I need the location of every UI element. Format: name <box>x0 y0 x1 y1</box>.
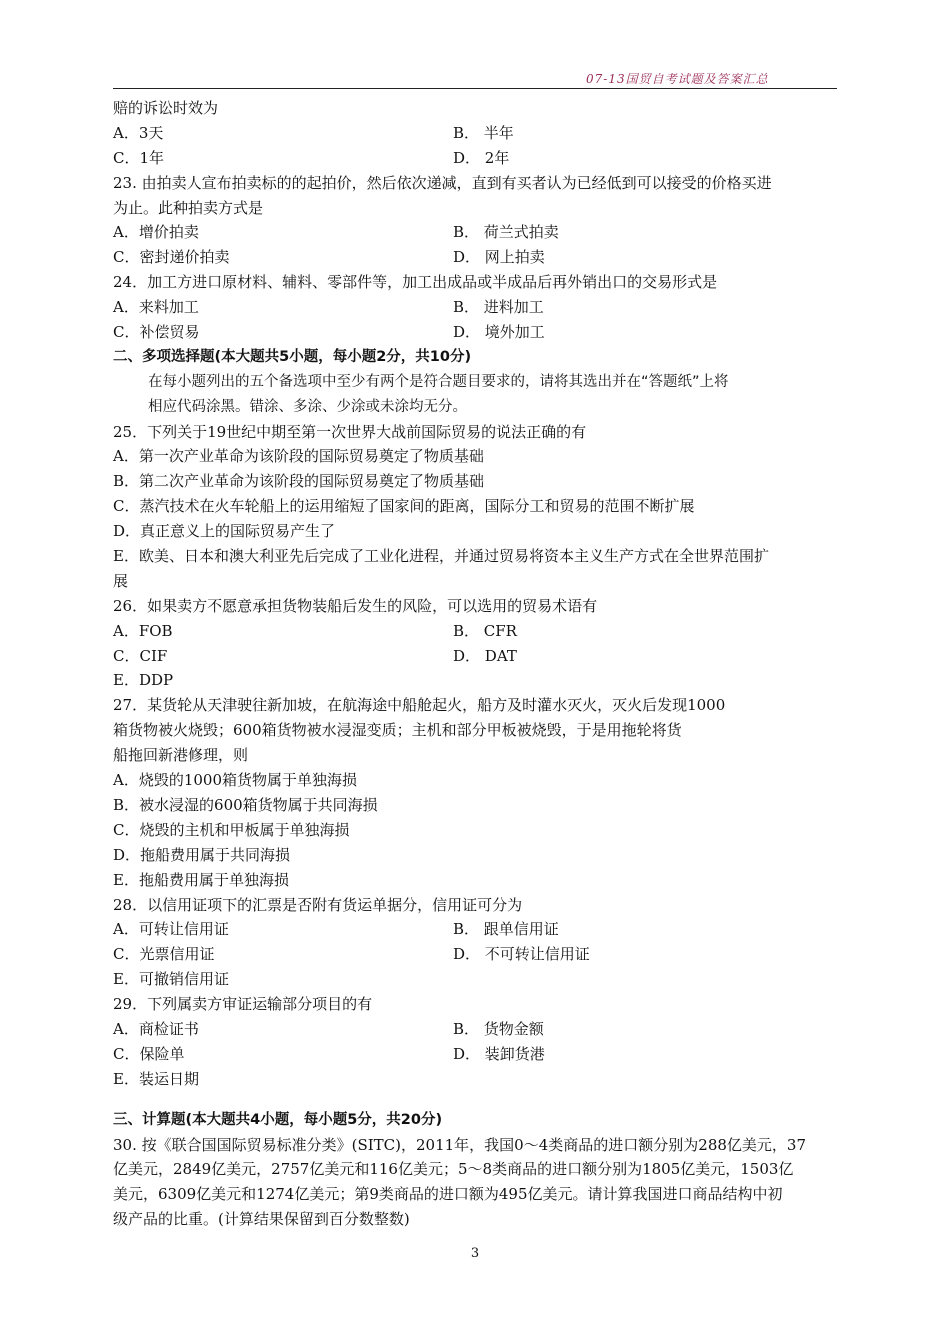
option-row <box>113 1017 839 1042</box>
option-e-cont: 展 <box>113 571 129 590</box>
option-c: C．烧毁的主机和甲板属于单独海损 <box>113 820 350 839</box>
option-c: C．光票信用证 <box>113 945 215 964</box>
question-27-cont: 船拖回新港修理，则 <box>113 746 249 765</box>
option-d: D．拖船费用属于共同海损 <box>113 845 291 864</box>
option-b: B．第二次产业革命为该阶段的国际贸易奠定了物质基础 <box>113 472 485 491</box>
option-b: B． 进料加工 <box>453 298 544 317</box>
question-25: 25．下列关于19世纪中期至第一次世界大战前国际贸易的说法正确的有 <box>113 422 587 441</box>
option-a: A．来料加工 <box>113 298 199 317</box>
question-26: 26．如果卖方不愿意承担货物装船后发生的风险，可以选用的贸易术语有 <box>113 596 598 615</box>
option-row <box>113 917 839 942</box>
option-e: E．可撤销信用证 <box>113 970 229 989</box>
option-row <box>113 295 839 320</box>
option-a: A．烧毁的1000箱货物属于单独海损 <box>113 771 358 790</box>
option-b: B． 跟单信用证 <box>453 920 559 939</box>
exam-content <box>113 96 839 1232</box>
question-28: 28．以信用证项下的汇票是否附有货运单据分，信用证可分为 <box>113 895 523 914</box>
option-e: E．拖船费用属于单独海损 <box>113 870 289 889</box>
option-b: B． 荷兰式拍卖 <box>453 223 559 242</box>
option-c: C．保险单 <box>113 1044 185 1063</box>
option-a: A．第一次产业革命为该阶段的国际贸易奠定了物质基础 <box>113 447 484 466</box>
option-row <box>113 320 839 345</box>
option-a: A．商检证书 <box>113 1019 199 1038</box>
option-row <box>113 245 839 270</box>
question-29: 29．下列属卖方审证运输部分项目的有 <box>113 995 373 1014</box>
spacer <box>113 1092 839 1108</box>
header-title: 07-13国贸自考试题及答案汇总 <box>586 72 769 86</box>
section-2-instructions-cont: 相应代码涂黑。错涂、多涂、少涂或未涂均无分。 <box>148 398 467 415</box>
option-d: D． 网上拍卖 <box>453 248 545 267</box>
option-c: C．密封递价拍卖 <box>113 248 230 267</box>
header-rule <box>113 88 837 89</box>
section-2-title: 二、多项选择题(本大题共5小题，每小题2分，共10分) <box>113 348 472 365</box>
option-a: A．增价拍卖 <box>113 223 199 242</box>
option-e: E．欧美、日本和澳大利亚先后完成了工业化进程，并通过贸易将资本主义生产方式在全世界范围扩 <box>113 547 769 566</box>
section-2-instructions: 在每小题列出的五个备选项中至少有两个是符合题目要求的，请将其选出并在“答题纸”上将 <box>148 373 729 390</box>
question-30-cont: 美元，6309亿美元和1274亿美元；第9类商品的进口额为495亿美元。请计算我国进口商品结构中初 <box>113 1185 783 1204</box>
option-row <box>113 942 839 967</box>
page-number: 3 <box>470 1246 480 1261</box>
option-e: E．装运日期 <box>113 1069 199 1088</box>
option-d: D． 不可转让信用证 <box>453 945 590 964</box>
option-row <box>113 1042 839 1067</box>
section-3-title: 三、计算题(本大题共4小题，每小题5分，共20分) <box>113 1111 443 1128</box>
option-c: C．CIF <box>113 646 168 665</box>
question-30: 30. 按《联合国国际贸易标准分类》(SITC)，2011年，我国0～4类商品的进口额分别为288亿美元，37 <box>113 1135 806 1154</box>
question-30-cont: 亿美元，2849亿美元，2757亿美元和116亿美元；5～8类商品的进口额分别为1805亿美元，1503亿 <box>113 1160 794 1179</box>
option-row <box>113 121 839 146</box>
option-row <box>113 146 839 171</box>
option-d: D． 2年 <box>453 148 510 167</box>
option-a: A．可转让信用证 <box>113 920 229 939</box>
option-row <box>113 619 839 644</box>
question-24: 24．加工方进口原材料、辅料、零部件等，加工出成品或半成品后再外销出口的交易形式是 <box>113 273 718 292</box>
option-a: A．3天 <box>113 123 164 142</box>
question-23: 23. 由拍卖人宣布拍卖标的的起拍价，然后依次递减，直到有买者认为已经低到可以接受的价格买进 <box>113 173 772 192</box>
question-27: 27．某货轮从天津驶往新加坡，在航海途中船舱起火，船方及时灌水灭火，灭火后发现1000 <box>113 696 726 715</box>
question-text: 赔的诉讼时效为 <box>113 99 219 117</box>
option-row <box>113 644 839 669</box>
option-d: D． 装卸货港 <box>453 1044 545 1063</box>
option-b: B． 货物金额 <box>453 1019 544 1038</box>
option-b: B． CFR <box>453 621 517 640</box>
option-b: B．被水浸湿的600箱货物属于共同海损 <box>113 795 378 814</box>
option-row <box>113 220 839 245</box>
option-a: A．FOB <box>113 621 173 640</box>
question-30-cont: 级产品的比重。(计算结果保留到百分数整数) <box>113 1210 410 1229</box>
option-e: E．DDP <box>113 671 174 690</box>
option-d: D． 境外加工 <box>453 323 545 342</box>
option-c: C．1年 <box>113 148 165 167</box>
option-c: C．蒸汽技术在火车轮船上的运用缩短了国家间的距离，国际分工和贸易的范围不断扩展 <box>113 497 695 516</box>
option-c: C．补偿贸易 <box>113 323 200 342</box>
option-d: D． DAT <box>453 646 517 665</box>
option-d: D．真正意义上的国际贸易产生了 <box>113 522 336 541</box>
option-b: B． 半年 <box>453 123 514 142</box>
question-23-cont: 为止。此种拍卖方式是 <box>113 198 264 217</box>
question-27-cont: 箱货物被火烧毁；600箱货物被水浸湿变质；主机和部分甲板被烧毁，于是用拖轮将货 <box>113 721 682 740</box>
